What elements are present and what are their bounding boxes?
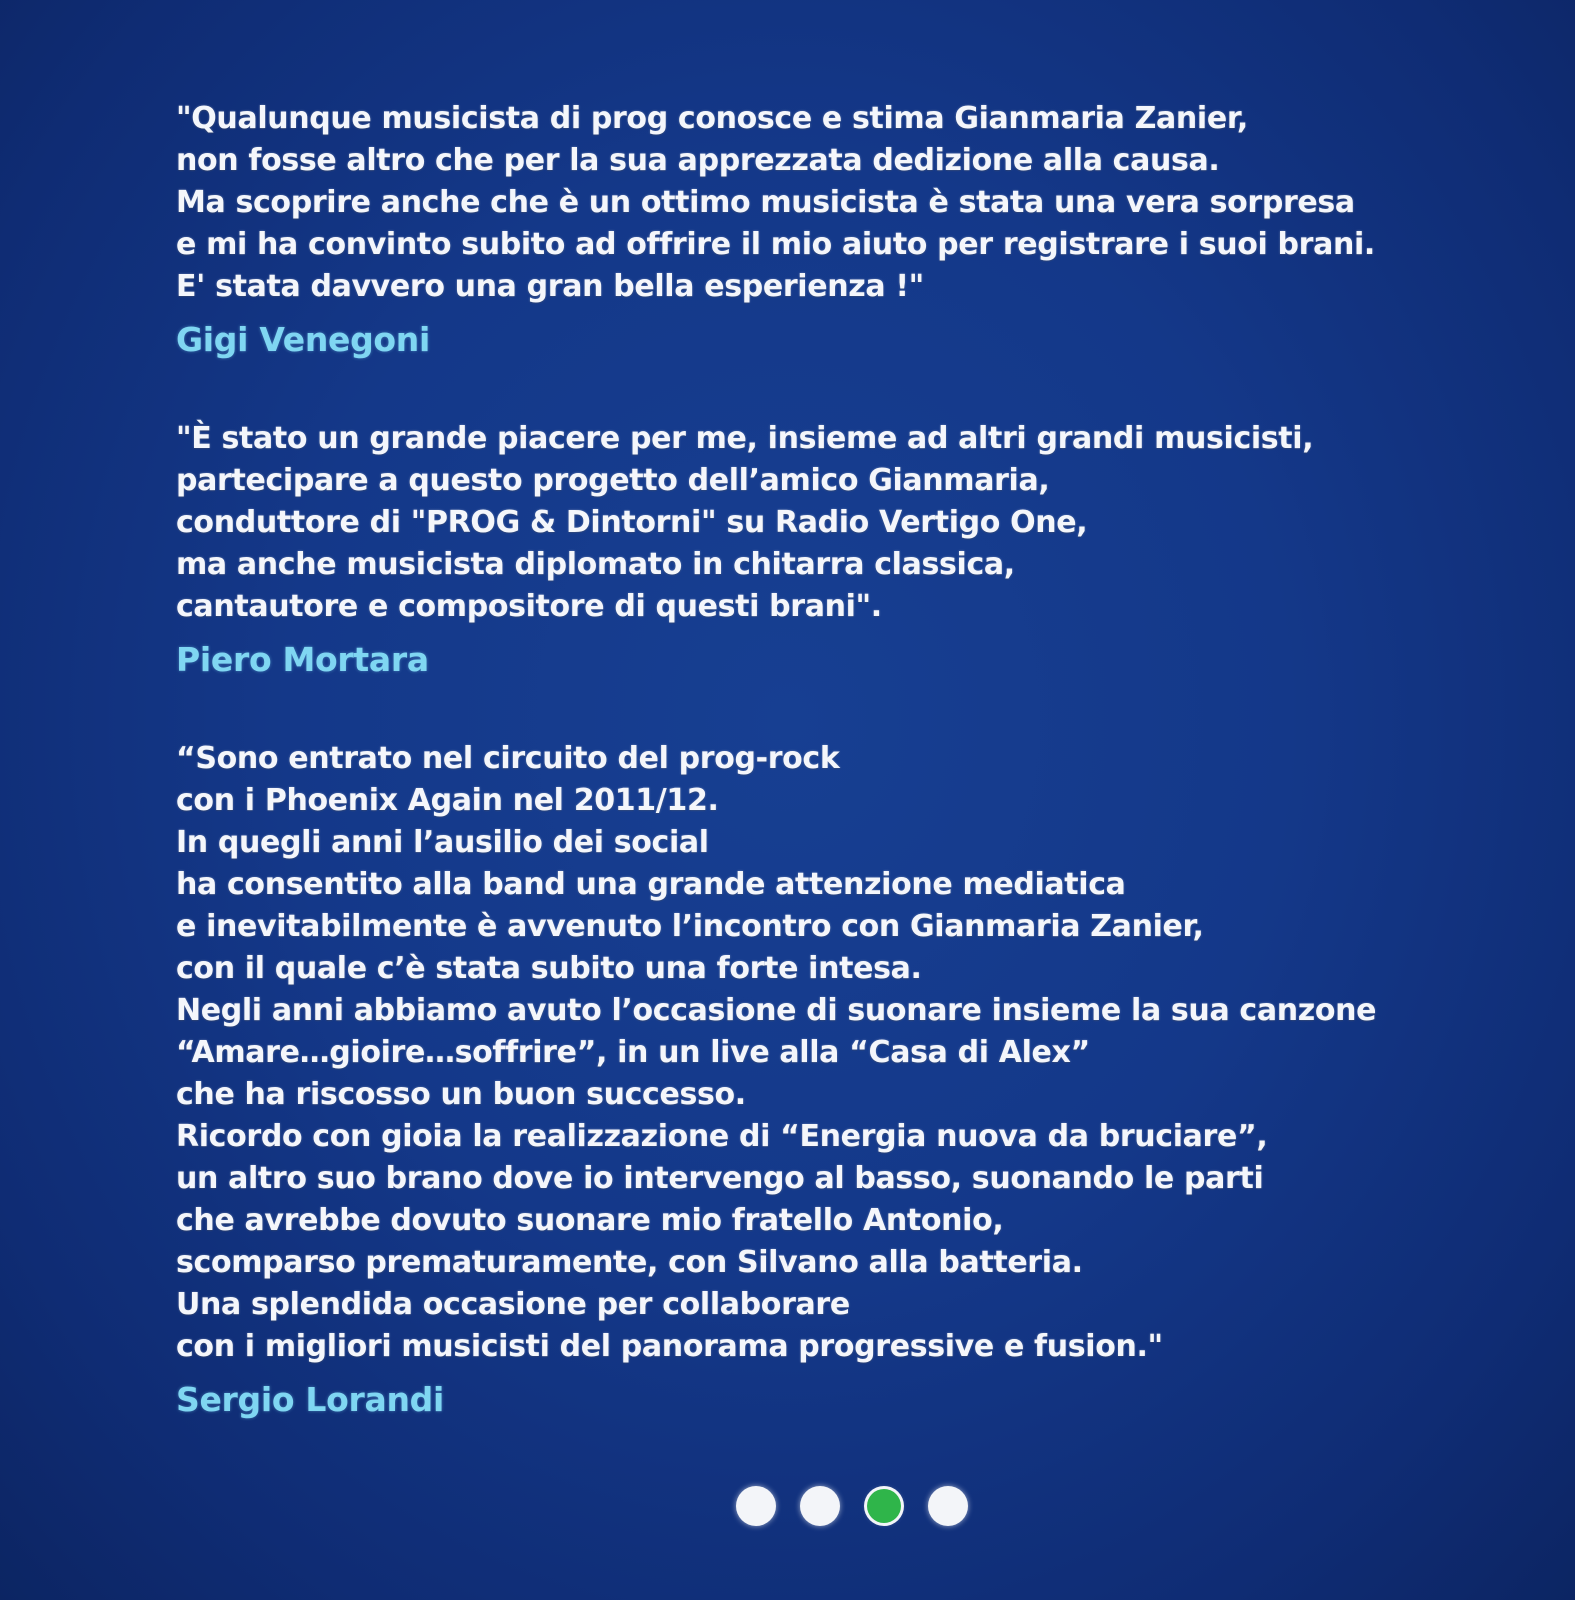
quote-line: Una splendida occasione per collaborare [176,1287,850,1322]
quote-line: “Amare…gioire…soffrire”, in un live alla “Casa di Alex” [176,1035,1090,1070]
quote-line: "Qualunque musicista di prog conosce e stima Gianmaria Zanier, [176,101,1248,136]
testimonial-author: Piero Mortara [176,640,429,679]
quote-line: con il quale c’è stata subito una forte intesa. [176,951,922,986]
testimonial-author: Sergio Lorandi [176,1380,444,1419]
quote-line: partecipare a questo progetto dell’amico Gianmaria, [176,463,1050,498]
dot-icon [928,1486,968,1526]
pagination-dot-4[interactable] [928,1486,968,1526]
quote-line: cantautore e compositore di questi brani". [176,589,882,624]
quote-line: In quegli anni l’ausilio dei social [176,825,709,860]
quote-line: conduttore di "PROG & Dintorni" su Radio Vertigo One, [176,505,1088,540]
quote-line: un altro suo brano dove io intervengo al basso, suonando le parti [176,1161,1264,1196]
testimonials-page [176,98,1436,1420]
quote-line: Ma scoprire anche che è un ottimo musicista è stata una vera sorpresa [176,185,1355,220]
dot-icon [736,1486,776,1526]
quote-line: Ricordo con gioia la realizzazione di “Energia nuova da bruciare”, [176,1119,1268,1154]
quote-line: e inevitabilmente è avvenuto l’incontro con Gianmaria Zanier, [176,909,1204,944]
pagination-dot-2[interactable] [800,1486,840,1526]
testimonial-gigi-venegoni [176,98,1436,360]
pagination-dots [736,1486,968,1526]
pagination-dot-3-active[interactable] [864,1486,904,1526]
testimonial-quote [176,738,1436,1368]
quote-line: “Sono entrato nel circuito del prog-rock [176,741,840,776]
active-dot-icon [867,1489,901,1523]
quote-line: con i Phoenix Again nel 2011/12. [176,783,719,818]
quote-line: Negli anni abbiamo avuto l’occasione di suonare insieme la sua canzone [176,993,1377,1028]
quote-line: ma anche musicista diplomato in chitarra classica, [176,547,1015,582]
quote-line: scomparso prematuramente, con Silvano alla batteria. [176,1245,1083,1280]
testimonial-sergio-lorandi [176,738,1436,1420]
quote-line: che avrebbe dovuto suonare mio fratello Antonio, [176,1203,1004,1238]
quote-line: e mi ha convinto subito ad offrire il mio aiuto per registrare i suoi brani. [176,227,1375,262]
testimonial-quote [176,418,1436,628]
quote-line: "È stato un grande piacere per me, insieme ad altri grandi musicisti, [176,421,1314,456]
testimonial-author: Gigi Venegoni [176,320,431,359]
quote-line: E' stata davvero una gran bella esperienza !" [176,269,924,304]
quote-line: con i migliori musicisti del panorama progressive e fusion." [176,1329,1163,1364]
dot-icon [800,1486,840,1526]
quote-line: non fosse altro che per la sua apprezzata dedizione alla causa. [176,143,1220,178]
quote-line: che ha riscosso un buon successo. [176,1077,746,1112]
testimonial-piero-mortara [176,418,1436,680]
quote-line: ha consentito alla band una grande attenzione mediatica [176,867,1126,902]
testimonial-quote [176,98,1436,308]
pagination-dot-1[interactable] [736,1486,776,1526]
